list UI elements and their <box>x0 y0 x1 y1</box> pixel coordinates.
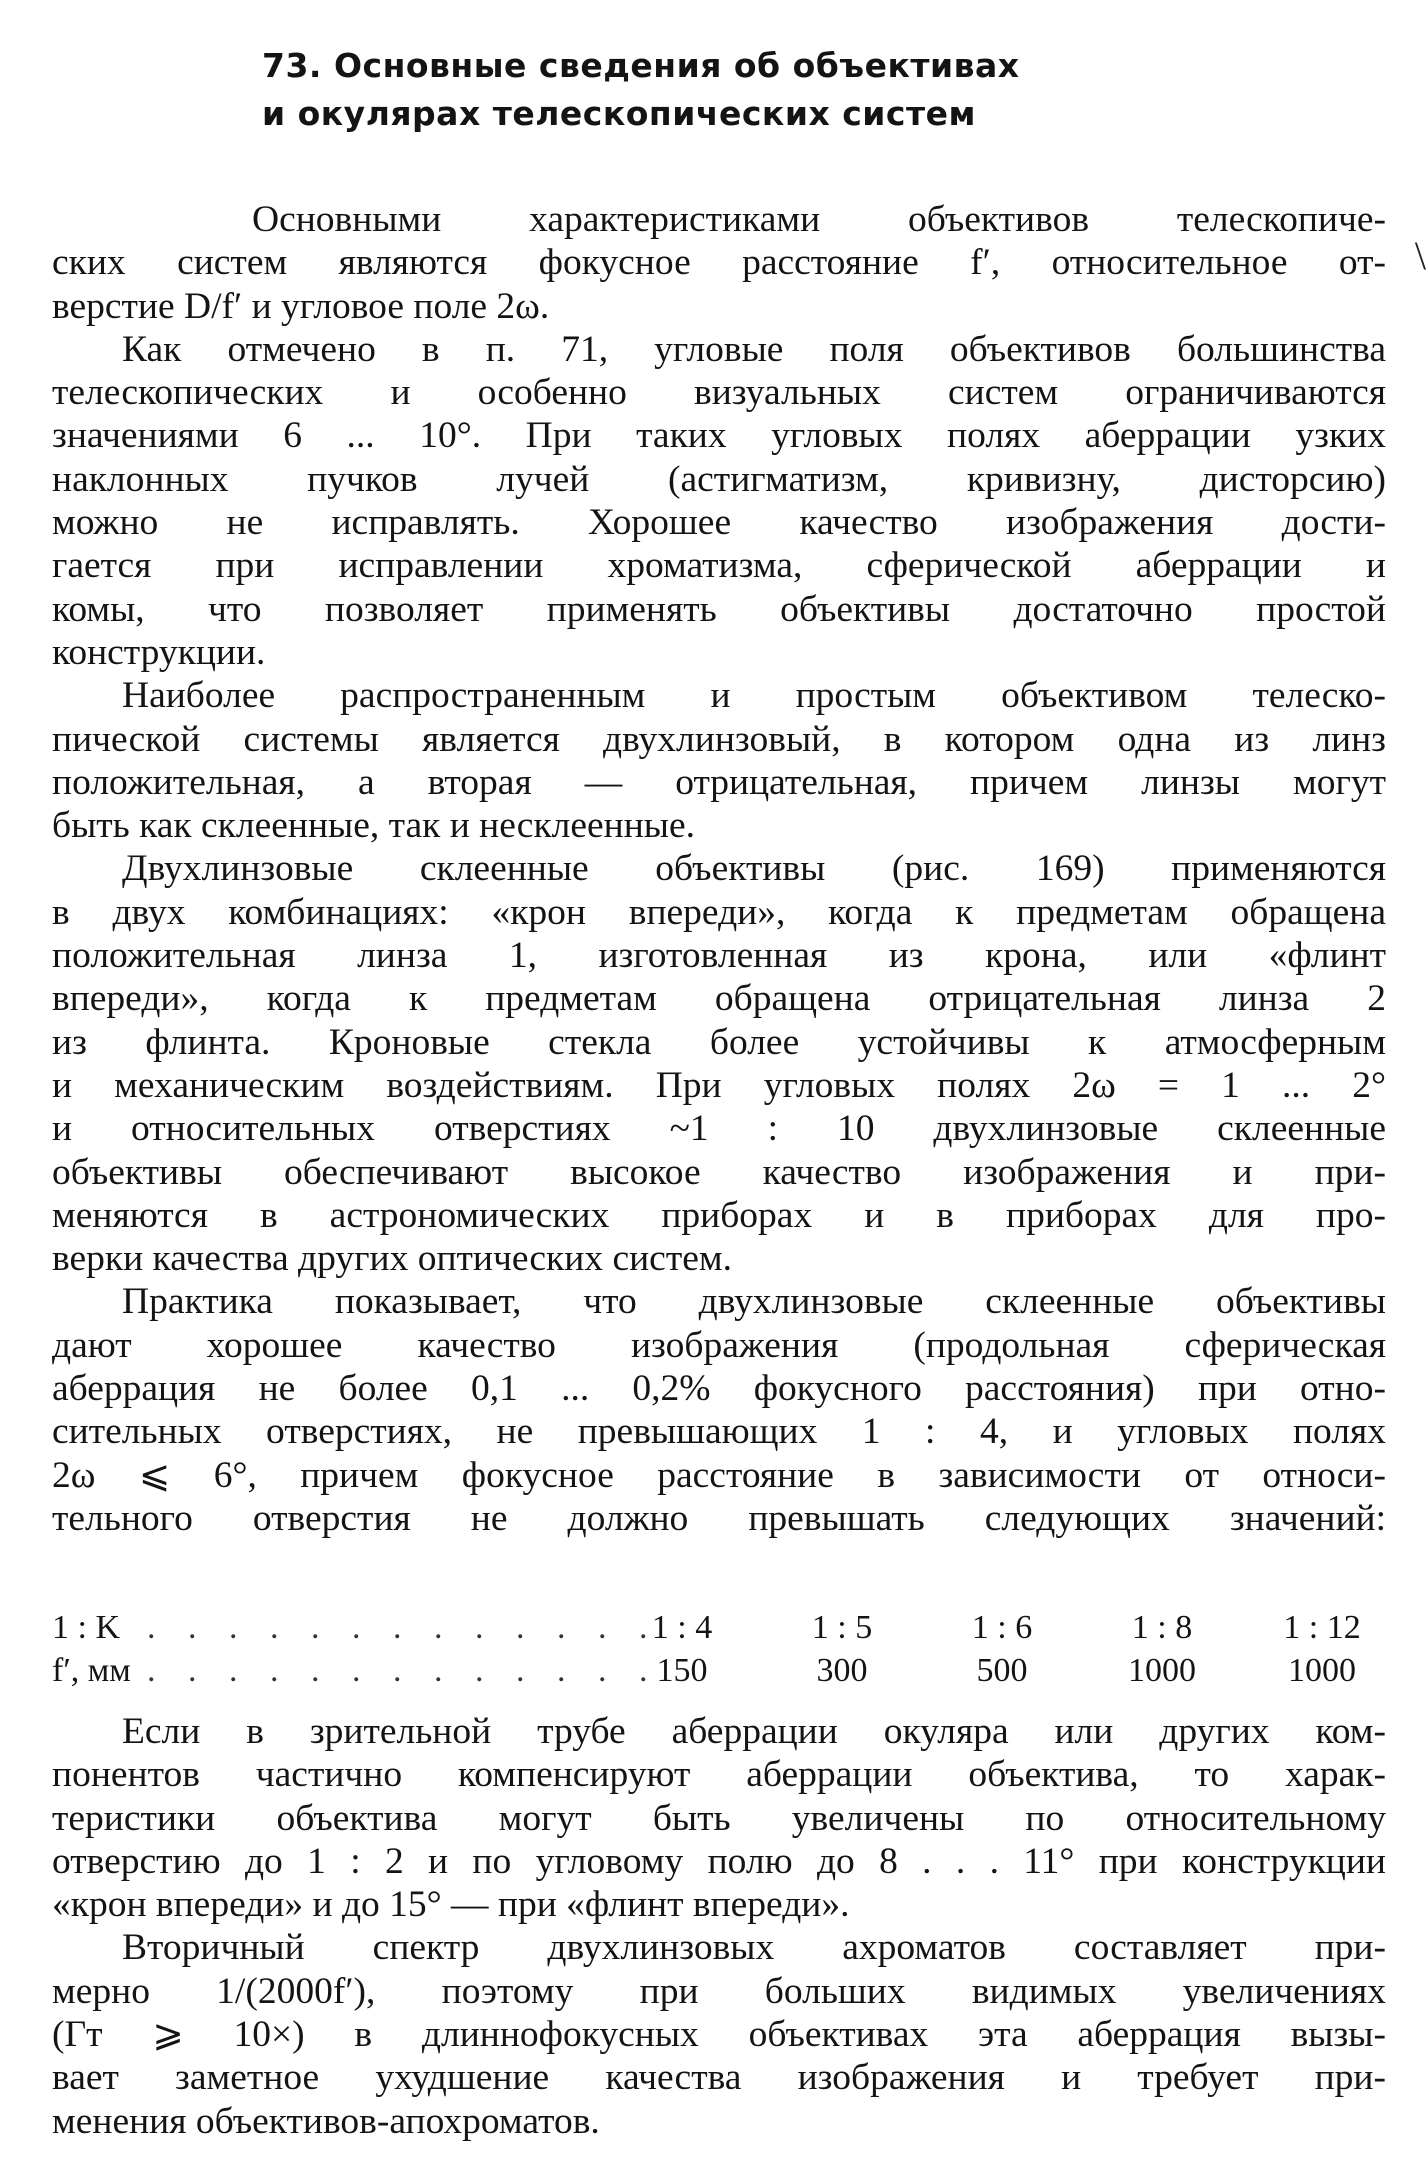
text-line: объективы обеспечивают высокое качество изображения и при- <box>52 1151 1386 1193</box>
text-line: отверстию до 1 : 2 и по угловому полю до 8 . . . 11° при конструкции <box>52 1840 1386 1882</box>
text-line: меняются в астрономических приборах и в приборах для про- <box>52 1194 1386 1236</box>
body-text <box>52 198 1386 1540</box>
text-line: наклонных пучков лучей (астигматизм, кривизну, дисторсию) <box>52 458 1386 500</box>
table-cell: 1000 <box>1288 1652 1356 1689</box>
text-line: вает заметное ухудшение качества изображения и требует при- <box>52 2057 1386 2099</box>
section-heading-line-1: 73. Основные сведения об объективах <box>262 46 1020 85</box>
text-line: комы, что позволяет применять объективы достаточно простой <box>52 588 1386 630</box>
text-line: ских систем являются фокусное расстояние f′, относительное от- <box>52 242 1386 284</box>
leader-dots: . . . . . . . . . . . . . <box>147 1652 660 1689</box>
text-line: в двух комбинациях: «крон впереди», когда к предметам обращена <box>52 891 1386 933</box>
table-cell: 1000 <box>1128 1652 1196 1689</box>
text-line: конструкции. <box>52 631 266 673</box>
text-line: впереди», когда к предметам обращена отрицательная линза 2 <box>52 978 1386 1020</box>
text-line: можно не исправлять. Хорошее качество изображения дости- <box>52 502 1386 544</box>
text-line: верстие D/f′ и угловое поле 2ω. <box>52 285 550 327</box>
text-line: значениями 6 ... 10°. При таких угловых полях аберрации узких <box>52 415 1386 457</box>
row-label-focal: f′, мм <box>52 1652 131 1689</box>
table-cell: 1 : 5 <box>811 1609 873 1646</box>
text-line: Наиболее распространенным и простым объективом телеско- <box>122 675 1386 717</box>
text-line: пической системы является двухлинзовый, в котором одна из линз <box>52 718 1386 760</box>
text-line: быть как склеенные, так и несклеенные. <box>52 805 696 847</box>
text-line: Двухлинзовые склеенные объективы (рис. 169) применяются <box>122 848 1386 890</box>
text-line: Практика показывает, что двухлинзовые склеенные объективы <box>122 1281 1386 1323</box>
closing-text <box>52 1710 1386 2143</box>
text-line: и механическим воздействиям. При угловых полях 2ω = 1 ... 2° <box>52 1064 1386 1106</box>
text-line: «крон впереди» и до 15° — при «флинт впереди». <box>52 1884 850 1926</box>
text-line: положительная, а вторая — отрицательная, причем линзы могут <box>52 761 1386 803</box>
table-cell: 1 : 8 <box>1131 1609 1193 1646</box>
table-cell: 1 : 12 <box>1283 1609 1361 1646</box>
text-line: понентов частично компенсируют аберрации объектива, то харак- <box>52 1754 1386 1796</box>
text-line: тельного отверстия не должно превышать следующих значений: <box>52 1497 1386 1539</box>
text-line: Вторичный спектр двухлинзовых ахроматов составляет при- <box>122 1927 1386 1969</box>
text-line: Как отмечено в п. 71, угловые поля объективов большинства <box>122 328 1386 370</box>
table-cell: 1 : 6 <box>971 1609 1033 1646</box>
text-line: менения объективов-апохроматов. <box>52 2100 600 2142</box>
table-cell: 150 <box>656 1652 708 1689</box>
text-line: Если в зрительной трубе аберрации окуляра или других ком- <box>122 1711 1386 1752</box>
text-line: сительных отверстиях, не превышающих 1 : 4, и угловых полях <box>52 1411 1386 1453</box>
text-line: из флинта. Кроновые стекла более устойчивы к атмосферным <box>52 1021 1386 1063</box>
leader-dots: . . . . . . . . . . . . . <box>147 1609 660 1646</box>
text-line: гается при исправлении хроматизма, сферической аберрации и <box>52 545 1386 587</box>
text-line: верки качества других оптических систем. <box>52 1238 732 1280</box>
text-line: Основными характеристиками объективов телескопиче- <box>252 199 1386 240</box>
text-line: (Гт ⩾ 10×) в длиннофокусных объективах эта аберрация вызы- <box>52 2014 1386 2056</box>
focal-length-table <box>52 1606 1386 1692</box>
table-cell: 500 <box>976 1652 1028 1689</box>
table-cell: 300 <box>816 1652 868 1689</box>
table-row <box>52 1606 1386 1649</box>
text-line: телескопических и особенно визуальных систем ограничиваются <box>52 372 1386 414</box>
margin-mark: \ <box>1414 233 1426 278</box>
text-line: аберрация не более 0,1 ... 0,2% фокусного расстояния) при отно- <box>52 1368 1386 1410</box>
text-line: 2ω ⩽ 6°, причем фокусное расстояние в зависимости от относи- <box>52 1454 1386 1496</box>
section-heading <box>262 42 1162 138</box>
text-line: и относительных отверстиях ~1 : 10 двухлинзовые склеенные <box>52 1108 1386 1150</box>
section-heading-line-2: и окулярах телескопических систем <box>262 94 976 133</box>
text-line: мерно 1/(2000f′), поэтому при больших видимых увеличениях <box>52 1970 1386 2012</box>
table-row <box>52 1649 1386 1692</box>
text-line: дают хорошее качество изображения (продольная сферическая <box>52 1324 1386 1366</box>
text-line: положительная линза 1, изготовленная из крона, или «флинт <box>52 935 1386 977</box>
table-cell: 1 : 4 <box>651 1609 713 1646</box>
text-line: теристики объектива могут быть увеличены по относительному <box>52 1797 1386 1839</box>
row-label-ratio: 1 : K <box>52 1609 120 1646</box>
